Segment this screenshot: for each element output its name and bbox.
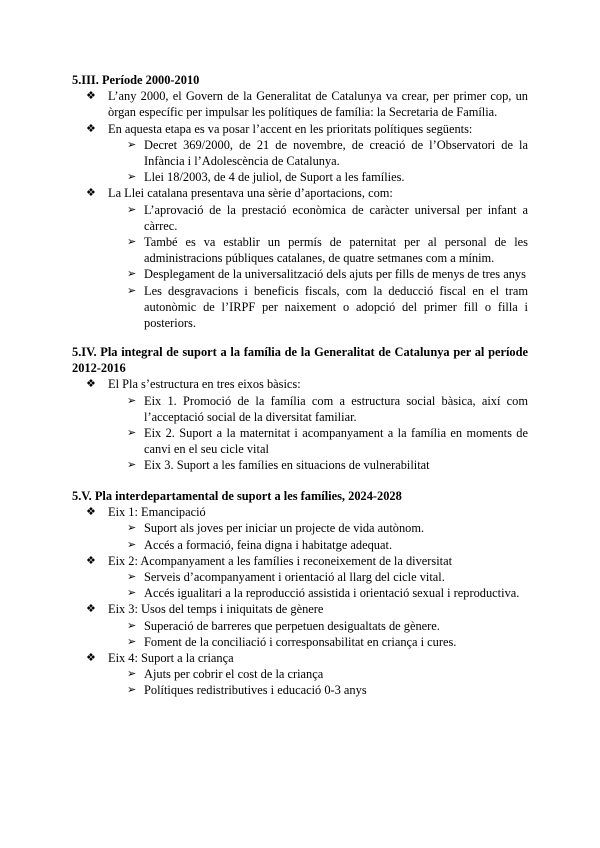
diamond-bullet-icon: ❖ [86,603,96,616]
list-item-text: La Llei catalana presentava una sèrie d’aportacions, com: [108,186,393,201]
sub-list-item-text: Eix 2. Suport a la maternitat i acompanyament a la família en moments de canvi en el seu cicle vital [144,426,528,457]
sub-list-item [72,457,528,473]
section-5-iv [72,344,528,474]
sub-list-item [72,520,528,536]
sub-list-item [72,585,528,601]
arrowhead-bullet-icon: ➢ [127,427,137,440]
sub-list-item-text: Accés a formació, feina digna i habitatge adequat. [144,537,393,552]
diamond-bullet-icon: ❖ [86,652,96,665]
arrowhead-bullet-icon: ➢ [127,171,137,184]
diamond-bullet-icon: ❖ [86,90,96,103]
sub-list-item-text: Polítiques redistributives i educació 0-3 anys [144,683,367,698]
arrowhead-bullet-icon: ➢ [127,138,137,151]
list-item-text: L’any 2000, el Govern de la Generalitat de Catalunya va crear, per primer cop, un òrgan específic per impulsar les polítiques de família: la Secretaria de Família. [108,89,528,120]
sub-list-item [72,537,528,553]
sub-list-item [72,393,528,425]
section-heading: 5.III. Període 2000-2010 [72,73,200,87]
sub-list-item-text: Suport als joves per iniciar un projecte de vida autònom. [144,521,425,536]
sub-list-item [72,202,528,234]
list-item [72,376,528,392]
arrowhead-bullet-icon: ➢ [127,684,137,697]
section-5-iii [72,72,528,331]
sub-list-item [72,666,528,682]
sub-list-item [72,169,528,185]
sub-list-item-text: Eix 1. Promoció de la família com a estructura social bàsica, així com l’acceptació social de la diversitat familiar. [144,393,528,424]
diamond-bullet-icon: ❖ [86,378,96,391]
sub-list-item-text: Ajuts per cobrir el cost de la criança [144,667,324,682]
sub-list-item-text: Llei 18/2003, de 4 de juliol, de Suport a les famílies. [144,170,405,185]
sub-list-item [72,682,528,698]
list-item [72,553,528,569]
diamond-bullet-icon: ❖ [86,122,96,135]
sub-list-item [72,283,528,332]
list-item [72,88,528,120]
diamond-bullet-icon: ❖ [86,187,96,200]
arrowhead-bullet-icon: ➢ [127,394,137,407]
sub-list-item [72,234,528,266]
arrowhead-bullet-icon: ➢ [127,284,137,297]
sub-list-item-text: Foment de la conciliació i corresponsabilitat en criança i cures. [144,634,457,649]
list-item-text: El Pla s’estructura en tres eixos bàsics: [108,377,301,392]
arrowhead-bullet-icon: ➢ [127,635,137,648]
arrowhead-bullet-icon: ➢ [127,459,137,472]
sub-list-item [72,137,528,169]
diamond-bullet-icon: ❖ [86,554,96,567]
sub-list-item-text: Serveis d’acompanyament i orientació al llarg del cicle vital. [144,570,445,585]
list-item-text: Eix 2: Acompanyament a les famílies i reconeixement de la diversitat [108,553,453,568]
arrowhead-bullet-icon: ➢ [127,522,137,535]
sub-list-item-text: Les desgravacions i beneficis fiscals, com la deducció fiscal en el tram autonòmic de l’IRPF per naixement o adopció del primer fill o filla i posteriors. [144,283,528,331]
section-heading: 5.V. Pla interdepartamental de suport a les famílies, 2024-2028 [72,489,402,503]
list-item-text: Eix 4: Suport a la criança [108,651,234,666]
list-item [72,504,528,520]
section-heading: 5.IV. Pla integral de suport a la família de la Generalitat de Catalunya per al període 2012-2016 [72,345,528,376]
list-item [72,650,528,666]
arrowhead-bullet-icon: ➢ [127,571,137,584]
sub-list-item-text: Decret 369/2000, de 21 de novembre, de creació de l’Observatori de la Infància i l’Adolescència de Catalunya. [144,137,528,169]
diamond-bullet-icon: ❖ [86,506,96,519]
list-item [72,185,528,201]
sub-list-item-text: Superació de barreres que perpetuen desigualtats de gènere. [144,618,440,633]
sub-list-item-text: Eix 3. Suport a les famílies en situacions de vulnerabilitat [144,458,430,473]
sub-list-item-text: Desplegament de la universalització dels ajuts per fills de menys de tres anys [144,267,526,282]
list-item-text: Eix 3: Usos del temps i iniquitats de gènere [108,602,324,617]
sub-list-item [72,569,528,585]
sub-list-item-text: També es va establir un permís de paternitat per al personal de les administracions públiques catalanes, de quatre setmanes com a mínim. [144,235,528,266]
arrowhead-bullet-icon: ➢ [127,619,137,632]
sub-list-item [72,266,528,282]
sub-list-item [72,634,528,650]
arrowhead-bullet-icon: ➢ [127,538,137,551]
sub-list-item-text: Accés igualitari a la reproducció assistida i orientació sexual i reproductiva. [144,586,520,601]
sub-list-item-text: L’aprovació de la prestació econòmica de caràcter universal per infant a càrrec. [144,202,528,233]
arrowhead-bullet-icon: ➢ [127,236,137,249]
list-item [72,121,528,137]
list-item [72,601,528,617]
arrowhead-bullet-icon: ➢ [127,668,137,681]
sub-list-item [72,618,528,634]
list-item-text: Eix 1: Emancipació [108,505,206,520]
list-item-text: En aquesta etapa es va posar l’accent en les prioritats polítiques següents: [108,121,473,136]
section-5-v [72,488,528,699]
sub-list-item [72,425,528,457]
arrowhead-bullet-icon: ➢ [127,587,137,600]
arrowhead-bullet-icon: ➢ [127,203,137,216]
arrowhead-bullet-icon: ➢ [127,268,137,281]
